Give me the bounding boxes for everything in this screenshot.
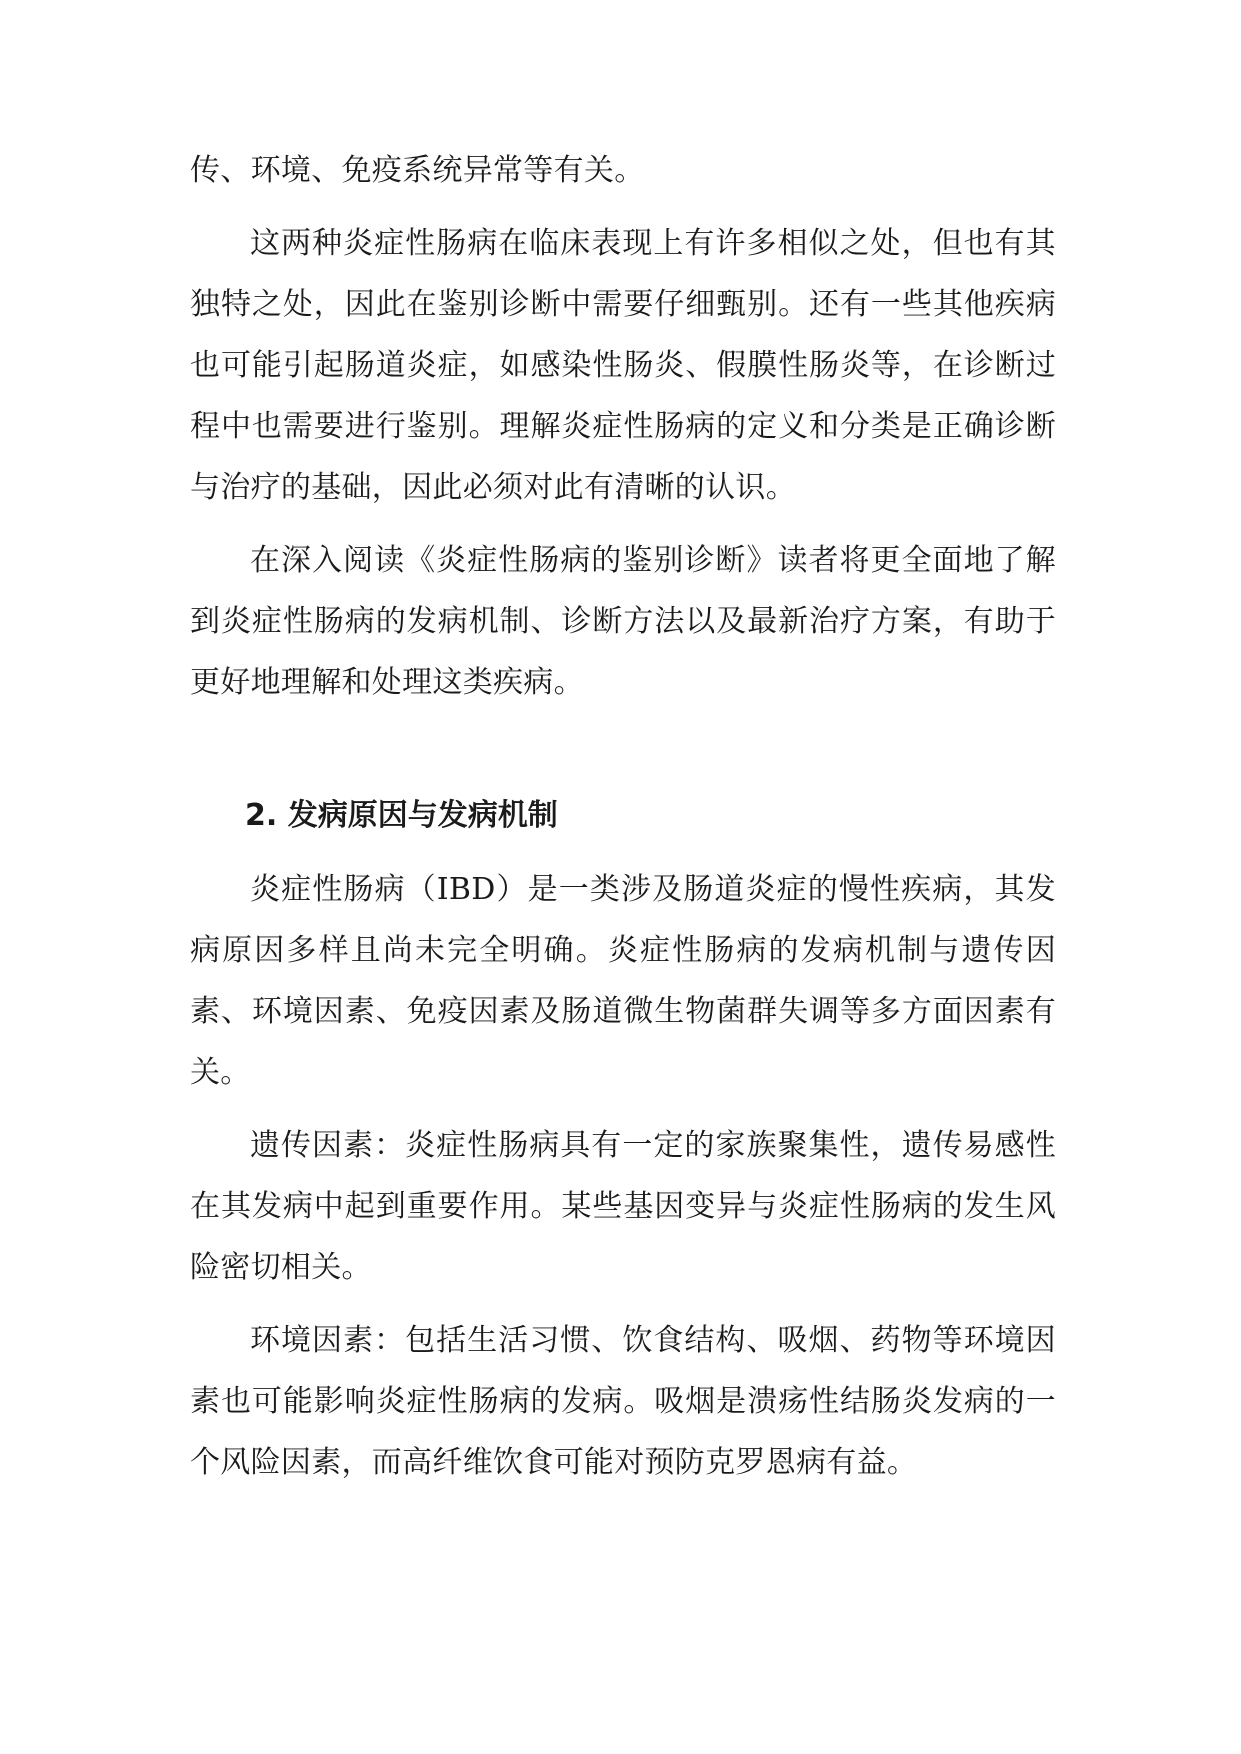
paragraph-differential-diagnosis: 这两种炎症性肠病在临床表现上有许多相似之处，但也有其独特之处，因此在鉴别诊断中需要仔细甄别。还有一些其他疾病也可能引起肠道炎症，如感染性肠炎、假膜性肠炎等，在诊断过程中也需要进行鉴别。理解炎症性肠病的定义和分类是正确诊断与治疗的基础，因此必须对此有清晰的认识。: [190, 226, 1056, 505]
paragraph-environmental-factors: 环境因素：包括生活习惯、饮食结构、吸烟、药物等环境因素也可能影响炎症性肠病的发病。吸烟是溃疡性结肠炎发病的一个风险因素，而高纤维饮食可能对预防克罗恩病有益。: [190, 1323, 1056, 1480]
paragraph-reading-note: 在深入阅读《炎症性肠病的鉴别诊断》读者将更全面地了解到炎症性肠病的发病机制、诊断方法以及最新治疗方案，有助于更好地理解和处理这类疾病。: [190, 543, 1056, 700]
section-heading: 2. 发病原因与发病机制: [245, 798, 558, 833]
paragraph-genetic-factors: 遗传因素：炎症性肠病具有一定的家族聚集性，遗传易感性在其发病中起到重要作用。某些基因变异与炎症性肠病的发生风险密切相关。: [190, 1128, 1056, 1285]
paragraph-continuation: 传、环境、免疫系统异常等有关。: [190, 153, 645, 188]
paragraph-ibd-intro: 炎症性肠病（IBD）是一类涉及肠道炎症的慢性疾病，其发病原因多样且尚未完全明确。炎症性肠病的发病机制与遗传因素、环境因素、免疫因素及肠道微生物菌群失调等多方面因素有关。: [190, 872, 1056, 1090]
page-content: [190, 140, 1056, 1505]
